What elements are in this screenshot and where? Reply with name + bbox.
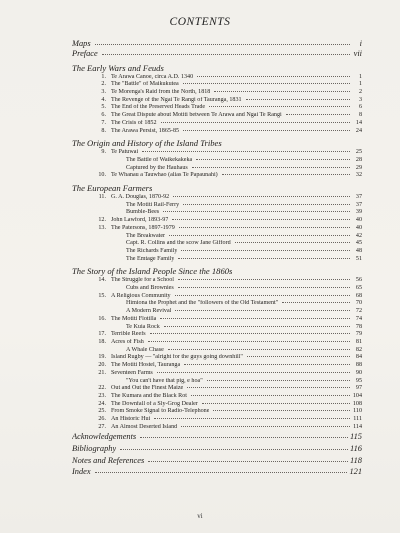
dot-leader [102,54,350,55]
toc-chapter-number: 21. [98,369,106,376]
dot-leader [157,372,350,373]
toc-entry-title: The Story of the Island People Since the 1860s [72,266,233,277]
toc-page-number: 29 [355,164,362,171]
toc-page-number: 65 [355,285,362,292]
toc-page-number: 90 [355,369,362,376]
toc-page-number: i [359,39,362,48]
page-number: vi [197,512,203,520]
toc-chapter-number: 23. [98,392,106,399]
toc-entry [72,112,362,120]
toc-entry [72,225,362,233]
toc-entry [72,408,362,416]
dot-leader [286,114,350,115]
toc-page-number: 48 [355,247,362,254]
toc-entry [72,431,362,443]
toc-entry-title: The Motiti Hostel, Tauranga [111,362,181,369]
toc-page-number: 40 [355,217,362,224]
dot-leader [178,287,350,288]
toc-entry [72,49,362,59]
dot-leader [282,302,350,303]
toc-entry [72,331,362,339]
toc-page-number: 104 [352,392,362,399]
toc-page-number: 42 [355,232,362,239]
toc-page-number: 116 [350,444,362,454]
toc-entry [72,97,362,105]
toc-entry [72,393,362,401]
toc-entry [72,443,362,455]
toc-entry [72,217,362,225]
toc-entry-title: A Whale Chase [126,346,164,353]
toc-entry-title: The Battle of Waikekakeka [126,156,193,163]
toc-entry-title: Acknowledgements [72,432,137,442]
toc-page-number: 70 [355,300,362,307]
toc-entry [72,293,362,301]
toc-entry [72,370,362,378]
toc-entry-title: The Breakwater [126,232,166,239]
toc-entry-title: The Emtage Family [126,255,175,262]
toc-entry-title: The Early Wars and Feuds [72,62,164,73]
dot-leader [246,99,350,100]
toc-entry [72,378,362,386]
toc-page-number: 37 [355,194,362,201]
dot-leader [183,83,350,84]
dot-leader [207,380,350,381]
toc-page-number: 84 [355,354,362,361]
toc-entry-title: Maps [72,39,91,48]
dot-leader [214,91,350,92]
toc-entry-title: The European Farmers [72,183,153,194]
toc-entry-title: Index [72,467,91,477]
toc-entry-title: Himiona the Prophet and the "followers of the Old Testament" [126,300,279,307]
dot-leader [183,204,350,205]
toc-page-number: 25 [355,149,362,156]
toc-entry [72,240,362,248]
toc-entry [72,209,362,217]
toc-page-number: 121 [349,467,362,477]
toc-page-number: 79 [355,331,362,338]
toc-entry [72,339,362,347]
toc-entry-title: Te Whanau a Tauwhao (alias Te Papaunahi) [111,172,218,179]
toc-entry-title: A Modern Revival [126,308,172,315]
dot-leader [175,310,350,311]
toc-chapter-number: 16. [98,315,106,322]
dot-leader [95,472,348,473]
toc-entry [72,285,362,293]
toc-page-number: 82 [355,346,362,353]
dot-leader [173,196,350,197]
dot-leader [175,295,350,296]
toc-page-number: 111 [353,416,362,423]
toc-chapter-number: 26. [98,416,106,423]
toc-page-number: 8 [358,112,362,119]
toc-entry [72,120,362,128]
toc-page-number: 114 [353,423,362,430]
toc-page-number: 72 [355,308,362,315]
toc-entry [72,362,362,370]
toc-chapter-number: 18. [98,338,106,345]
dot-leader [154,418,350,419]
toc-entry-title: A Religious Community [111,292,171,299]
toc-chapter-number: 27. [98,423,106,430]
toc-entry [72,128,362,136]
toc-entry-title: Island Rugby — "alright for the guys going downhill" [111,354,243,361]
dot-leader [120,449,348,450]
toc-entry-title: The "Battle" of Maikukutea [111,81,179,88]
toc-entry [72,233,362,241]
toc-entry-title: Te Kuia Rock [126,323,160,330]
toc-chapter-number: 25. [98,408,106,415]
toc-chapter-number: 11. [98,194,106,201]
toc-entry-title: The Revenge of the Ngai Te Rangi of Tauranga, 1831 [111,96,242,103]
toc-entry [72,324,362,332]
dot-leader [235,242,350,243]
toc-entry [72,401,362,409]
dot-leader [213,410,350,411]
dot-leader [164,326,350,327]
toc-section-heading [72,182,362,194]
toc-entry-title: The Origin and History of the Island Tribes [72,138,222,149]
toc-chapter-number: 2. [101,81,106,88]
toc-chapter-number: 3. [101,89,106,95]
toc-entry-title: The End of the Preserved Heads Trade [111,104,206,111]
dot-leader [222,174,350,175]
toc-chapter-number: 17. [98,331,106,338]
toc-entry-title: Out and Out the Finest Maize [111,385,184,392]
toc-page-number: 115 [350,432,362,442]
toc-entry-title: Preface [72,49,98,59]
toc-entry-title: An Almost Deserted Island [111,423,178,430]
dot-leader [161,122,350,123]
toc-chapter-number: 12. [98,217,106,224]
toc-entry [72,385,362,393]
toc-entry [72,308,362,316]
dot-leader [163,211,350,212]
dot-leader [95,44,350,45]
toc-entry-title: The Struggle for a School [111,277,174,284]
toc-page-number: 14 [355,119,362,126]
dot-leader [150,333,350,334]
toc-entry-title: Terrible Reefs [111,331,146,338]
toc-entry [72,354,362,362]
dot-leader [187,387,350,388]
toc-page-number: 39 [355,209,362,216]
toc-entry [72,194,362,202]
toc-chapter-number: 10. [98,172,106,179]
toc-page-number: 74 [355,315,362,322]
dot-leader [183,130,350,131]
toc-page-number: 97 [355,385,362,392]
toc-entry-title: The Motiti Flotilla [111,315,157,322]
toc-entry-title: The Downfall of a Sly-Grog Dealer [111,400,198,407]
toc-chapter-number: 6. [101,112,106,119]
toc-entry-title: John Lawford, 1893-97 [111,217,169,224]
toc-entry-title: From Smoke Signal to Radio-Telephone [111,408,210,415]
toc-chapter-number: 4. [101,96,106,103]
toc-chapter-number: 15. [98,292,106,299]
toc-entry-title: The Crisis of 1852 [111,119,157,126]
toc-entry-title: Cubs and Brownies [126,285,174,292]
toc-chapter-number: 13. [98,224,106,231]
toc-entry [72,466,362,478]
dot-leader [148,461,348,462]
dot-leader [178,258,350,259]
toc-page-number: 108 [352,400,362,407]
toc-entry-title: Te Morenga's Raid from the North, 1818 [111,89,211,95]
toc-chapter-number: 7. [101,119,106,126]
toc-entry [72,316,362,324]
toc-page-number: 40 [355,224,362,231]
toc-entry [72,39,362,49]
toc-entry-title: Bibliography [72,444,117,454]
toc-entry [72,172,362,180]
dot-leader [192,167,350,168]
toc-entry-title: The Motiti Rail-Ferry [126,201,180,208]
toc-entry [72,202,362,210]
toc-entry [72,347,362,355]
toc-entry [72,81,362,89]
toc-chapter-number: 19. [98,354,106,361]
toc-page-number: 24 [355,127,362,134]
toc-page-number: 95 [355,377,362,384]
table-of-contents [72,39,362,478]
toc-chapter-number: 8. [101,127,106,134]
toc-chapter-number: 5. [101,104,106,111]
dot-leader [202,403,350,404]
toc-chapter-number: 20. [98,362,106,369]
toc-entry [72,149,362,157]
dot-leader [184,364,350,365]
toc-section-heading [72,265,362,277]
dot-leader [181,250,350,251]
dot-leader [169,235,350,236]
toc-entry-title: Seventeen Farms [111,369,153,376]
dot-leader [196,159,350,160]
toc-entry-title: An Historic Hui [111,416,151,423]
dot-leader [168,349,350,350]
dot-leader [142,151,350,152]
dot-leader [247,356,350,357]
toc-page-number: 37 [355,201,362,208]
dot-leader [197,76,350,77]
toc-page-number: 88 [355,362,362,369]
toc-entry [72,455,362,467]
toc-chapter-number: 9. [101,149,106,156]
toc-entry [72,157,362,165]
toc-section-heading [72,137,362,149]
toc-entry-title: The Kumara and the Black Rot [111,392,187,399]
dot-leader [140,437,348,438]
toc-entry-title: The Richards Family [126,247,178,254]
dot-leader [181,426,350,427]
toc-page-number: 6 [358,104,362,111]
toc-entry-title: Captured by the Hauhaus [126,164,188,171]
toc-entry [72,165,362,173]
toc-page-number: 68 [355,292,362,299]
toc-entry-title: The Great Dispute about Motiti between Te Arawa and Ngai Te Rangi [111,112,282,119]
toc-entry-title: Notes and References [72,455,145,465]
toc-page-number: 110 [353,408,362,415]
toc-chapter-number: 22. [98,385,106,392]
toc-page-number: 81 [355,338,362,345]
toc-entry-title: Te Arawa Canoe, circa A.D. 1340 [111,73,194,80]
toc-page-number: 45 [355,240,362,247]
toc-entry-title: The Arawa Persist, 1865-85 [111,127,180,134]
toc-entry [72,104,362,112]
toc-page-number: vii [353,49,362,59]
toc-section-heading [72,62,362,74]
toc-chapter-number: 14. [98,277,106,284]
toc-entry-title: Acres of Fish [111,338,144,345]
dot-leader [209,106,350,107]
toc-page-number: 32 [355,172,362,179]
toc-entry-title: The Patersons, 1897-1979 [111,224,175,231]
toc-entry [72,300,362,308]
contents-title: CONTENTS [169,16,231,28]
dot-leader [191,395,350,396]
toc-entry [72,248,362,256]
toc-page-number: 3 [358,96,362,103]
toc-page-number: 28 [355,156,362,163]
dot-leader [179,227,350,228]
toc-chapter-number: 1. [101,73,106,80]
toc-entry [72,416,362,424]
toc-page-number: 78 [355,323,362,330]
toc-page-number: 56 [355,277,362,284]
toc-page-number: 1 [358,73,362,80]
toc-entry-title: Bumble-Bees [126,209,160,216]
toc-page-number: 118 [350,455,362,465]
toc-entry [72,277,362,285]
dot-leader [148,341,350,342]
toc-page-number: 51 [355,255,362,262]
toc-entry [72,424,362,432]
toc-entry [72,74,362,82]
dot-leader [172,219,350,220]
toc-entry [72,89,362,97]
dot-leader [160,318,350,319]
toc-entry-title: G. A. Douglas, 1870-92 [111,194,170,201]
toc-entry-title: "You can't have that pig, e hoa" [126,377,203,384]
toc-page-number: 1 [358,81,362,88]
toc-entry-title: Te Patuwai [111,149,139,156]
toc-chapter-number: 24. [98,400,106,407]
toc-entry [72,256,362,264]
dot-leader [178,279,350,280]
toc-entry-title: Capt. R. Collins and the scow Jane Gifford [126,240,231,247]
toc-page-number: 2 [358,89,362,95]
